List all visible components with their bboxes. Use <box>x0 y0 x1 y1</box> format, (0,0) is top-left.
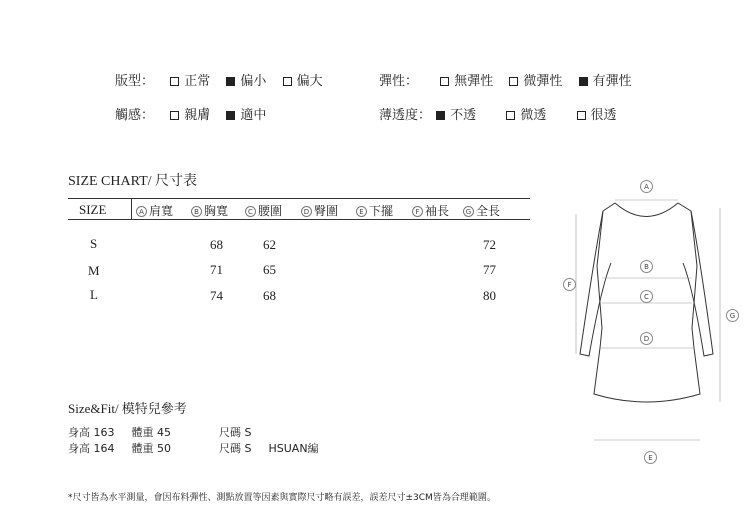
checkbox-icon <box>283 77 292 86</box>
model-note: HSUAN編 <box>268 442 319 455</box>
badge-g-icon: G <box>463 206 474 217</box>
transparency-attribute <box>379 104 617 123</box>
diagram-label-a: A <box>640 180 653 193</box>
row-s-length: 72 <box>483 237 496 252</box>
row-m-size: M <box>88 263 100 278</box>
touch-option-soft: 親膚 <box>170 104 210 123</box>
fit-attribute <box>115 70 323 89</box>
checkbox-icon <box>577 111 586 120</box>
column-shoulder: A 肩寬 <box>136 202 173 219</box>
checkbox-checked-icon <box>579 77 588 86</box>
column-sleeve: F 袖長 <box>412 202 449 219</box>
elasticity-option-slight: 微彈性 <box>509 70 562 89</box>
row-l-length: 80 <box>483 288 496 303</box>
diagram-label-c: C <box>640 290 653 303</box>
model-weight: 體重 50 <box>131 442 171 455</box>
checkbox-icon <box>170 111 179 120</box>
model-weight: 體重 45 <box>131 426 171 439</box>
diagram-label-d: D <box>640 332 653 345</box>
row-m-length: 77 <box>483 262 496 277</box>
row-l-waist: 68 <box>263 288 276 303</box>
model-row-1 <box>68 424 269 440</box>
column-hip: D 臀圍 <box>301 202 338 219</box>
badge-a-icon: A <box>136 206 147 217</box>
checkbox-icon <box>440 77 449 86</box>
row-s-chest: 68 <box>210 237 223 252</box>
garment-diagram <box>560 178 750 468</box>
transparency-label: 薄透度： <box>379 108 432 123</box>
model-row-2 <box>68 440 319 456</box>
row-s-size: S <box>90 236 98 251</box>
model-size: 尺碼 S <box>219 426 252 439</box>
checkbox-checked-icon <box>226 77 235 86</box>
fit-label: 版型： <box>115 74 155 89</box>
row-s-waist: 62 <box>263 237 276 252</box>
column-hem: E 下擺 <box>356 202 393 219</box>
checkbox-icon <box>509 77 518 86</box>
touch-option-medium: 適中 <box>226 104 266 123</box>
fit-option-small: 偏小 <box>226 70 266 89</box>
checkbox-icon <box>506 111 515 120</box>
checkbox-checked-icon <box>226 111 235 120</box>
column-waist: C 腰圍 <box>245 202 282 219</box>
dress-outline <box>560 178 750 468</box>
row-l-size: L <box>90 287 98 302</box>
diagram-label-b: B <box>640 260 653 273</box>
fit-option-normal: 正常 <box>170 70 210 89</box>
measurement-footnote: *尺寸皆為水平測量，會因布料彈性、測點放置等因素與實際尺寸略有誤差，誤差尺寸±3CM皆為合理範圍。 <box>68 493 496 503</box>
row-m-chest: 71 <box>210 262 223 277</box>
checkbox-icon <box>170 77 179 86</box>
model-fit-title: Size&Fit/ 模特兒參考 <box>68 401 187 416</box>
column-chest: B 胸寬 <box>191 202 228 219</box>
transparency-option-slight: 微透 <box>506 104 546 123</box>
elasticity-label: 彈性： <box>379 74 419 89</box>
elasticity-option-yes: 有彈性 <box>579 70 632 89</box>
size-chart-header <box>68 198 530 220</box>
diagram-label-e: E <box>644 451 657 464</box>
badge-c-icon: C <box>245 206 256 217</box>
column-length: G 全長 <box>463 202 500 219</box>
touch-label: 觸感： <box>115 108 155 123</box>
fit-option-large: 偏大 <box>283 70 323 89</box>
badge-b-icon: B <box>191 206 202 217</box>
size-column-header: SIZE <box>79 202 107 217</box>
row-l-chest: 74 <box>210 288 223 303</box>
size-chart-title: SIZE CHART/ 尺寸表 <box>68 174 198 189</box>
model-height: 身高 163 <box>68 426 115 439</box>
elasticity-option-none: 無彈性 <box>440 70 493 89</box>
elasticity-attribute <box>379 70 632 89</box>
model-size: 尺碼 S <box>219 442 252 455</box>
badge-e-icon: E <box>356 206 367 217</box>
model-height: 身高 164 <box>68 442 115 455</box>
transparency-option-very: 很透 <box>577 104 617 123</box>
row-m-waist: 65 <box>263 262 276 277</box>
badge-d-icon: D <box>301 206 312 217</box>
checkbox-checked-icon <box>436 111 445 120</box>
badge-f-icon: F <box>412 206 423 217</box>
diagram-label-g: G <box>726 309 739 322</box>
diagram-label-f: F <box>563 278 576 291</box>
touch-attribute <box>115 104 266 123</box>
transparency-option-opaque: 不透 <box>436 104 476 123</box>
header-divider <box>131 199 132 219</box>
